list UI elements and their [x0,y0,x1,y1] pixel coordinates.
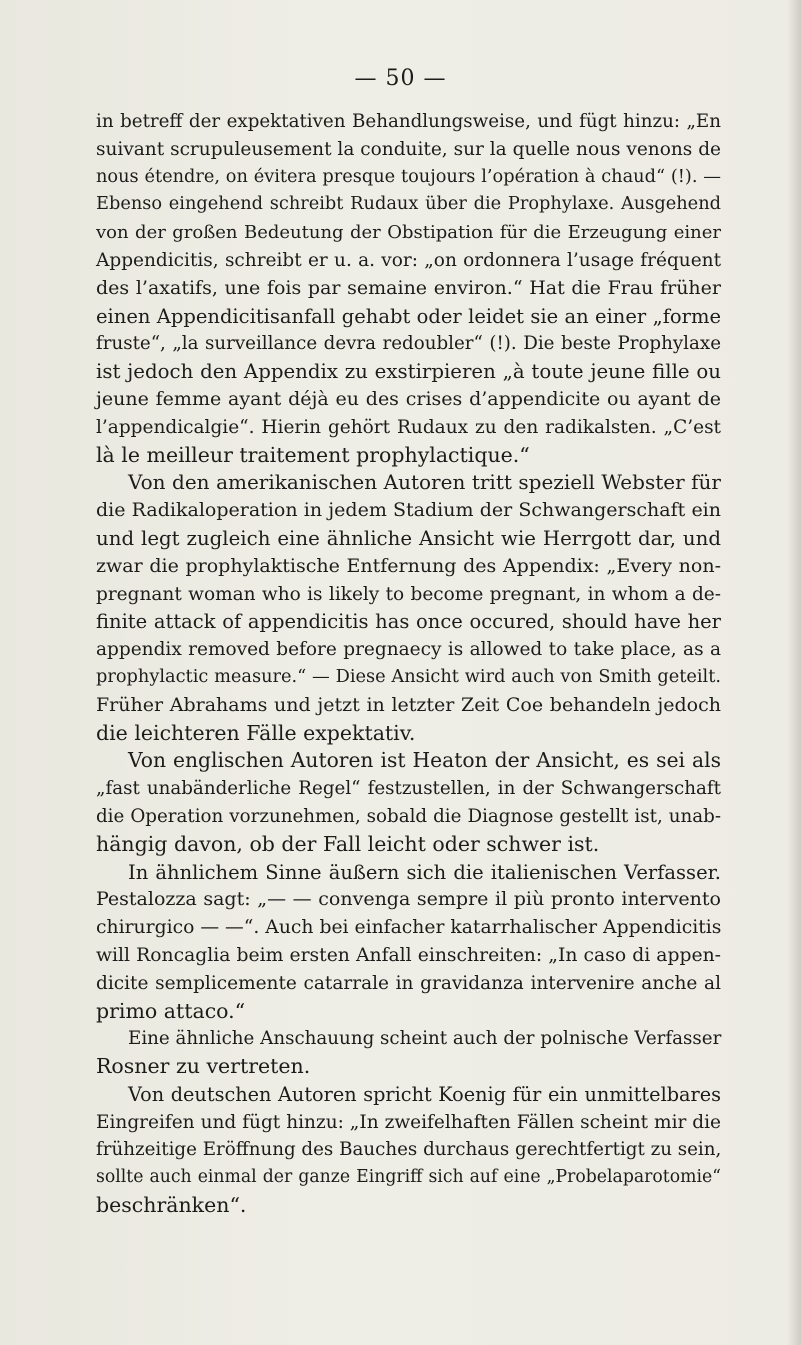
text-line: nous étendre, on évitera presque toujours l’opération à chaud“ (!). — [96,166,721,187]
page-edge-shadow [787,0,801,1345]
text-line: Rosner zu vertreten. [96,1054,311,1079]
text-line: will Roncaglia beim ersten Anfall einschreiten: „In caso di appen- [96,944,721,966]
text-line: frühzeitige Eröffnung des Bauches durchaus gerechtfertigt zu sein, [96,1139,722,1161]
text-line: von der großen Bedeutung der Obstipation für die Erzeugung einer [96,222,721,244]
text-line: finite attack of appendicitis has once occured, should have her [96,610,721,634]
text-line: Ebenso eingehend schreibt Rudaux über die Prophylaxe. Ausgehend [96,194,721,215]
text-line: „fast unabänderliche Regel“ festzustellen, in der Schwangerschaft [96,778,721,800]
text-line: jeune femme ayant déjà eu des crises d’appendicite ou ayant de [96,387,721,410]
text-line: ist jedoch den Appendix zu exstirpieren „à toute jeune fille ou [96,360,721,384]
text-line: einen Appendicitisanfall gehabt oder leidet sie an einer „forme [96,304,721,328]
text-line: dicite semplicemente catarrale in gravidanza intervenire anche al [96,972,721,994]
text-line: Eine ähnliche Anschauung scheint auch der polnische Verfasser [128,1028,722,1050]
text-line: die leichteren Fälle expektativ. [96,720,416,745]
text-line: Pestalozza sagt: „— — convenga sempre il più pronto intervento [96,888,721,911]
text-line: Von englischen Autoren ist Heaton der Ansicht, es sei als [128,748,721,773]
body-text [96,108,721,1220]
text-line: pregnant woman who is likely to become pregnant, in whom a de- [96,583,721,605]
text-line: zwar die prophylaktische Entfernung des Appendix: „Every non- [96,554,721,577]
text-line: chirurgico — —“. Auch bei einfacher katarrhalischer Appendicitis [96,917,722,939]
text-line: Von den amerikanischen Autoren tritt speziell Webster für [128,470,721,495]
page-number: — 50 — [354,66,447,91]
text-line: Früher Abrahams und jetzt in letzter Zeit Coe behandeln jedoch [96,693,721,716]
text-line: là le meilleur traitement prophylactique.“ [96,442,530,467]
text-line: des l’axatifs, une fois par semaine environ.“ Hat die Frau früher [96,276,721,299]
text-line: appendix removed before pregnaecy is allowed to take place, as a [96,639,721,661]
text-line: die Operation vorzunehmen, sobald die Diagnose gestellt ist, unab- [96,805,721,827]
text-line: In ähnlichem Sinne äußern sich die italienischen Verfasser. [128,860,721,884]
text-line: beschränken“. [96,1193,247,1218]
text-line: fruste“, „la surveillance devra redoubler“ (!). Die beste Prophylaxe [96,333,721,355]
text-line: hängig davon, ob der Fall leicht oder schwer ist. [96,831,600,856]
text-line: suivant scrupuleusement la conduite, sur la quelle nous venons de [96,138,721,160]
text-line: sollte auch einmal der ganze Eingriff sich auf eine „Probelaparotomie“ [96,1167,721,1188]
text-line: Von deutschen Autoren spricht Koenig für ein unmittelbares [128,1082,721,1106]
text-line: Appendicitis, schreibt er u. a. vor: „on ordonnera l’usage fréquent [96,249,721,271]
text-line: prophylactic measure.“ — Diese Ansicht wird auch von Smith geteilt. [96,666,721,687]
text-line: in betreff der expektativen Behandlungsweise, und fügt hinzu: „En [96,111,721,132]
text-line: primo attaco.“ [96,998,246,1023]
text-line: l’appendicalgie“. Hierin gehört Rudaux zu den radikalsten. „C’est [96,416,721,438]
text-line: und legt zugleich eine ähnliche Ansicht wie Herrgott dar, und [96,526,721,550]
text-line: Eingreifen und fügt hinzu: „In zweifelhaften Fällen scheint mir die [96,1111,721,1133]
text-line: die Radikaloperation in jedem Stadium der Schwangerschaft ein [96,499,721,522]
